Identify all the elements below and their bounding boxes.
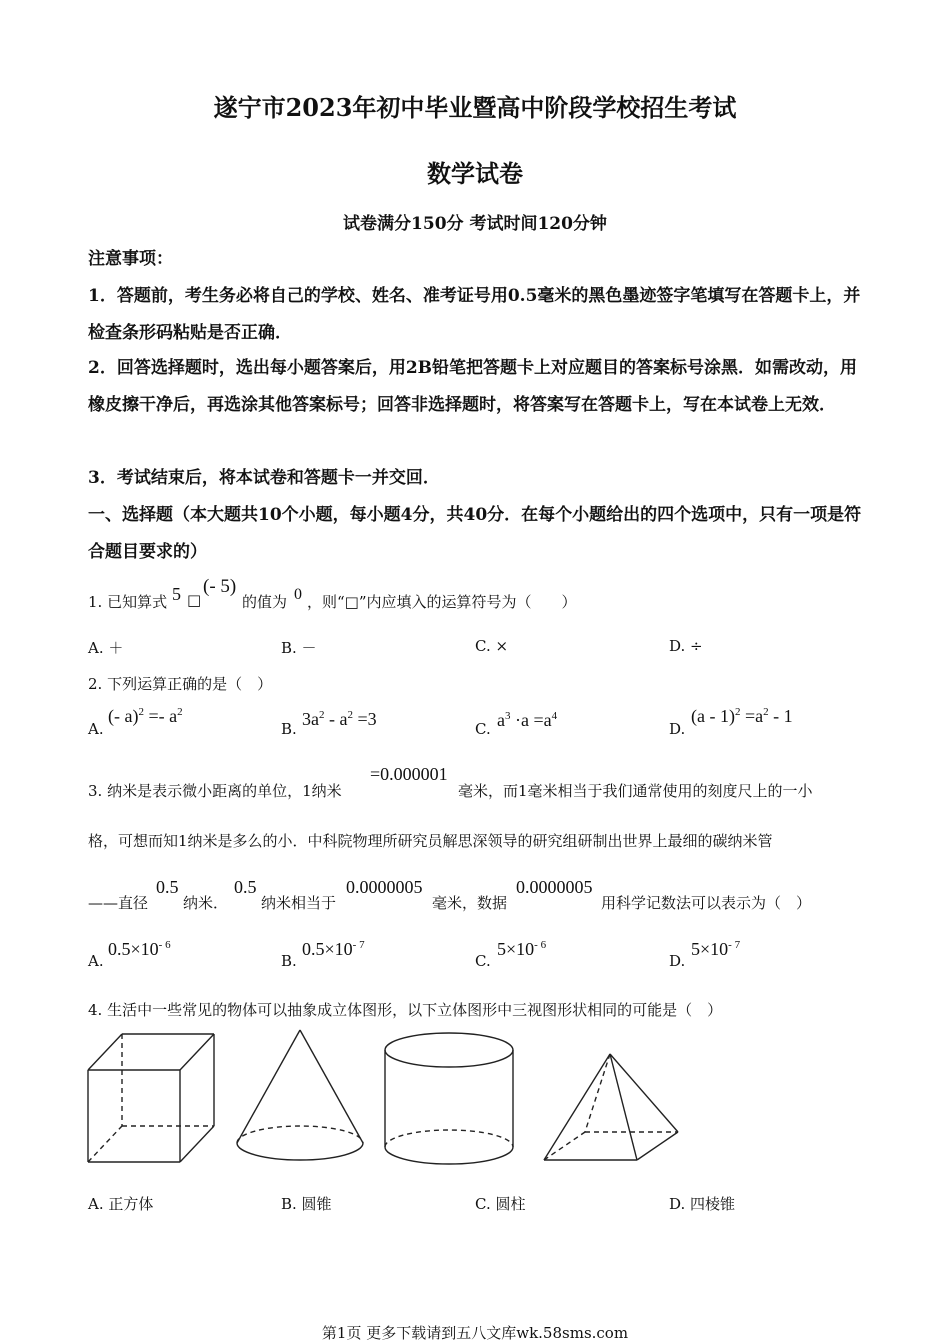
q3-option-b-expr: $0.5\times 10^{- 7}$ (302, 939, 365, 959)
q3-option-c-expr: $5\times 10^{- 6}$ (497, 939, 547, 959)
q1-suffix: ，则“□”内应填入的运算符号为（ ） (307, 593, 577, 611)
question-2-stem: 2. 下列运算正确的是（ ） (88, 675, 273, 693)
q2-option-c-label: C. (475, 720, 491, 738)
q3-line1-value: =0.000001 (370, 764, 448, 784)
q3-line3-c: 纳米相当于 (261, 894, 337, 912)
q3-line3-b: 纳米． (183, 894, 229, 912)
q3-line3-e: 用科学记数法可以表示为（ ） (601, 894, 812, 912)
q3-line3-v3: 0.0000005 (346, 877, 423, 897)
q3-line1-prefix: 3. 纳米是表示微小距离的单位，1纳米 (88, 782, 342, 800)
cylinder-figure (385, 1033, 513, 1164)
section-heading: 一、选择题（本大题共10个小题，每小题4分，共40分．在每个小题给出的四个选项中，只有一项是符合题目要求的） (88, 505, 862, 562)
q3-line3-d: 毫米，数据 (432, 894, 508, 912)
q4-option-a: A. 正方体 (88, 1195, 154, 1213)
q2-option-b-label: B. (281, 720, 297, 738)
q3-line2: 格，可想而知1纳米是多么的小．中科院物理所研究员解思深领导的研究组研制出世界上最细的碳纳米管 (88, 832, 773, 850)
q4-option-d: D. 四棱锥 (669, 1195, 736, 1213)
q1-mid: 的值为 (242, 593, 288, 611)
notice-item-1: 1．答题前，考生务必将自己的学校、姓名、准考证号用0.5毫米的黑色墨迹签字笔填写在答题卡上，并检查条形码粘贴是否正确． (88, 286, 861, 343)
exam-meta: 试卷满分150分 考试时间120分钟 (343, 214, 607, 234)
question-1-stem (88, 576, 888, 611)
q1-expr-b: (- 5) (203, 576, 237, 597)
q3-option-d-label: D. (669, 952, 686, 970)
q1-expr-a: 5 (172, 584, 181, 604)
cube-figure (88, 1034, 214, 1162)
q3-line3-v2: 0.5 (234, 877, 257, 897)
subject-title: 数学试卷 (427, 159, 523, 188)
notice-item-2: 2．回答选择题时，选出每小题答案后，用2B铅笔把答题卡上对应题目的答案标号涂黑．如需改动，用橡皮擦干净后，再选涂其他答案标号；回答非选择题时，将答案写在答题卡上，写在本试卷上无效． (88, 358, 858, 415)
q1-option-d: D. ÷ (669, 637, 703, 655)
q2-option-c-expr: $a^3 \cdot a =a^4$ (497, 710, 558, 730)
pyramid-figure (544, 1054, 678, 1160)
q3-line3-v1: 0.5 (156, 877, 179, 897)
q3-option-c-label: C. (475, 952, 491, 970)
q3-option-b-label: B. (281, 952, 297, 970)
q2-option-d-label: D. (669, 720, 686, 738)
solid-figures (0, 1020, 950, 1170)
q1-option-b: B. － (281, 639, 317, 657)
question-4-stem: 4. 生活中一些常见的物体可以抽象成立体图形，以下立体图形中三视图形状相同的可能是（ ） (88, 1001, 723, 1019)
q4-option-b: B. 圆锥 (281, 1195, 332, 1213)
q3-option-a-label: A. (88, 952, 104, 970)
q1-option-c: C. × (475, 637, 509, 655)
exam-title: 遂宁市2023年初中毕业暨高中阶段学校招生考试 (213, 93, 737, 122)
q1-expr-box: □ (187, 591, 202, 609)
notice-item-3: 3．考试结束后，将本试卷和答题卡一并交回． (88, 468, 440, 488)
notice-heading: 注意事项： (88, 249, 173, 269)
cone-figure (237, 1030, 363, 1160)
q1-option-a: A. ＋ (88, 639, 124, 657)
q3-line1-suffix: 毫米，而1毫米相当于我们通常使用的刻度尺上的一小 (458, 782, 813, 800)
q3-line3-v4: 0.0000005 (516, 877, 593, 897)
q2-option-a-expr: (- $a)^2 =- a^2$ (108, 706, 183, 726)
q3-option-d-expr: $5\times 10^{- 7}$ (691, 939, 741, 959)
q2-option-b-expr: $3a^2 - a^2 =3$ (302, 709, 377, 729)
q1-zero: 0 (294, 586, 302, 603)
page-footer: 第1页 更多下载请到五八文库wk.58sms.com (321, 1324, 629, 1342)
q2-option-d-expr: $(a - 1)^2 =a^2 - 1$ (691, 706, 793, 726)
q3-option-a-expr: $0.5\times 10^{- 6}$ (108, 939, 171, 959)
q4-option-c: C. 圆柱 (475, 1195, 526, 1213)
q2-option-a-label: A. (88, 720, 104, 738)
q1-prefix: 1. 已知算式 (88, 593, 168, 611)
q3-line3-a: ——直径 (88, 894, 149, 912)
